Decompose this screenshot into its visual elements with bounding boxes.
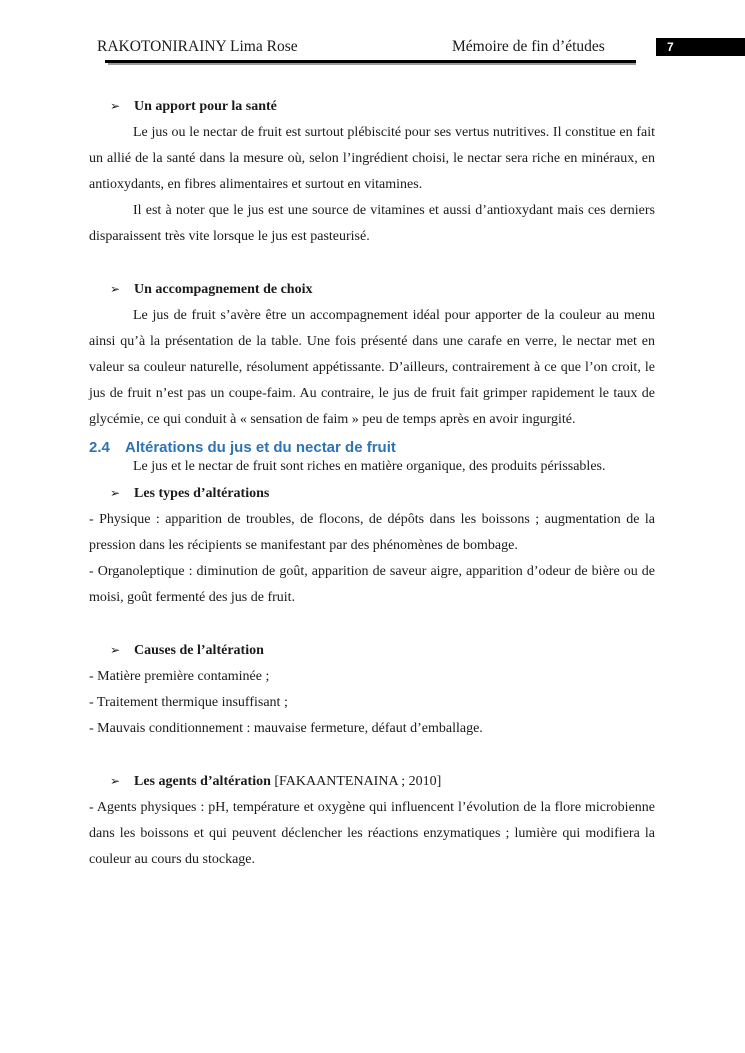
header-document-title: Mémoire de fin d’études bbox=[452, 38, 605, 55]
heading-text: Un apport pour la santé bbox=[134, 99, 277, 114]
arrow-bullet-icon: ➢ bbox=[110, 282, 121, 296]
paragraph: Le jus ou le nectar de fruit est surtout plébiscité pour ses vertus nutritives. Il constitue en fait un allié de la santé dans la mesure où, selon l’ingrédient choisi, le nectar sera riche en minéraux, en antioxydants, en fibres alimentaires et surtout en vitamines. bbox=[89, 125, 655, 192]
section-heading-2-4 bbox=[89, 439, 655, 457]
page-number: 7 bbox=[667, 40, 674, 54]
arrow-bullet-icon: ➢ bbox=[110, 774, 121, 788]
heading-text: Un accompagnement de choix bbox=[134, 282, 313, 297]
list-item: - Traitement thermique insuffisant ; bbox=[89, 695, 288, 710]
list-item: - Agents physiques : pH, température et oxygène qui influencent l’évolution de la flore microbienne dans les boissons et qui peuvent déclencher les réactions enzymatiques ; lumière qui modifiera la couleur au cours du stockage. bbox=[89, 800, 655, 867]
arrow-bullet-icon: ➢ bbox=[110, 643, 121, 657]
list-item: - Organoleptique : diminution de goût, apparition de saveur aigre, apparition d’odeur de bière ou de moisi, goût fermenté des jus de fruit. bbox=[89, 564, 655, 605]
list-item: - Physique : apparition de troubles, de flocons, de dépôts dans les boissons ; augmentation de la pression dans les récipients se manifestant par des phénomènes de bombage. bbox=[89, 512, 655, 553]
paragraph: Le jus de fruit s’avère être un accompagnement idéal pour apporter de la couleur au menu ainsi qu’à la présentation de la table. Une fois présenté dans une carafe en verre, le nectar met en valeur sa couleur naturelle, résolument appétissante. D’ailleurs, contrairement à ce que l’on croit, le jus de fruit n’est pas un coupe-faim. Au contraire, le jus de fruit fait grimper rapidement le taux de glycémie, ce qui conduit à « sensation de faim » peu de temps après en avoir ingurgité. bbox=[89, 308, 655, 427]
paragraph: Il est à noter que le jus est une source de vitamines et aussi d’antioxydant mais ces derniers disparaissent très vite lorsque le jus est pasteurisé. bbox=[89, 203, 655, 244]
citation-reference: [FAKAANTENAINA ; 2010] bbox=[270, 774, 442, 789]
heading-text: Causes de l’altération bbox=[134, 643, 264, 658]
page-body bbox=[89, 93, 655, 873]
section-number: 2.4 bbox=[89, 439, 110, 456]
page-number-box bbox=[656, 38, 745, 56]
bullet-heading-sante bbox=[89, 93, 655, 120]
header-author: RAKOTONIRAINY Lima Rose bbox=[97, 38, 298, 55]
paragraph: Le jus et le nectar de fruit sont riches en matière organique, des produits périssables. bbox=[133, 459, 606, 474]
bullet-heading-causes bbox=[89, 637, 655, 664]
section-title: Altérations du jus et du nectar de fruit bbox=[125, 439, 396, 456]
bullet-heading-types bbox=[89, 480, 655, 507]
arrow-bullet-icon: ➢ bbox=[110, 486, 121, 500]
bullet-heading-agents bbox=[89, 768, 655, 795]
list-item: - Mauvais conditionnement : mauvaise fermeture, défaut d’emballage. bbox=[89, 721, 483, 736]
heading-text: Les types d’altérations bbox=[134, 486, 270, 501]
heading-text: Les agents d’altération bbox=[134, 774, 271, 789]
arrow-bullet-icon: ➢ bbox=[110, 99, 121, 113]
list-item: - Matière première contaminée ; bbox=[89, 669, 270, 684]
header-rule-shadow bbox=[108, 63, 636, 65]
bullet-heading-accompagnement bbox=[89, 276, 655, 303]
